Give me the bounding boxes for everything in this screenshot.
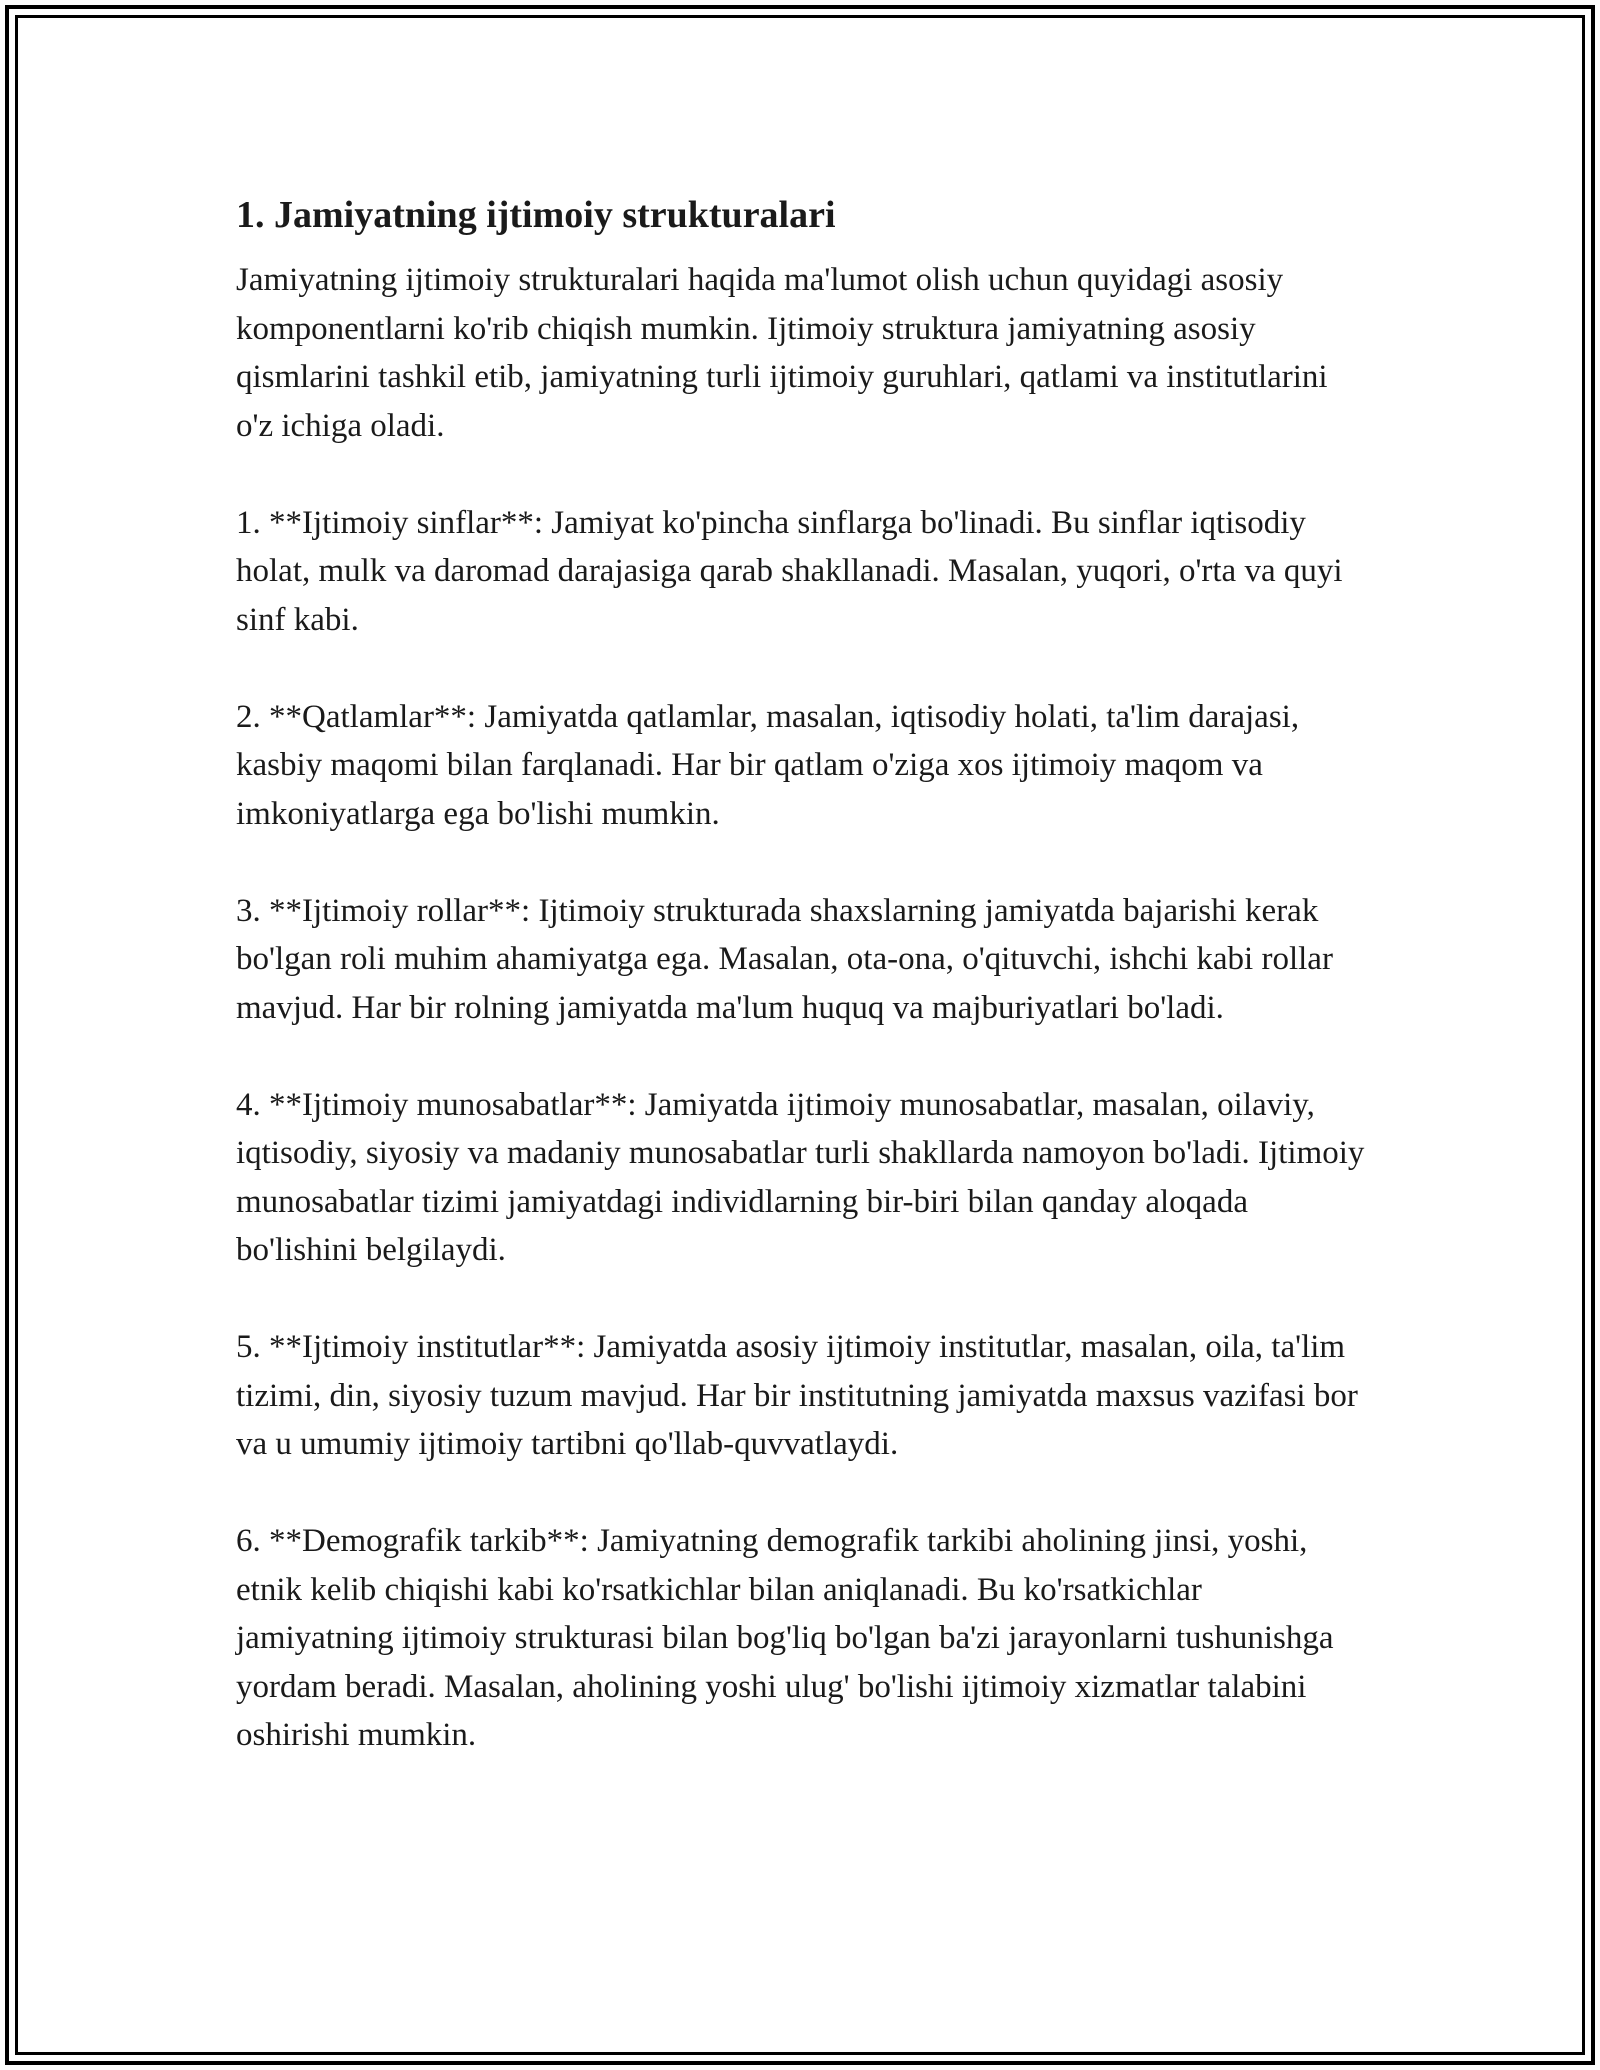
list-item-social-institutions: 5. **Ijtimoiy institutlar**: Jamiyatda asosiy ijtimoiy institutlar, masalan, oila, ta'lim tizimi, din, siyosiy tuzum mavjud. Har bir institutning jamiyatda maxsus vazifasi bor va u umumiy ijtimoiy tartibni qo'llab-quvvatlaydi. bbox=[236, 1329, 1358, 1462]
list-item-demographic-composition: 6. **Demografik tarkib**: Jamiyatning demografik tarkibi aholining jinsi, yoshi, etnik kelib chiqishi kabi ko'rsatkichlar bilan aniqlanadi. Bu ko'rsatkichlar jamiyatning ijtimoiy strukturasi bilan bog'liq bo'lgan ba'zi jarayonlarni tushunishga yordam beradi. Masalan, aholining yoshi ulug' bo'lishi ijtimoiy xizmatlar talabini oshirishi mumkin. bbox=[236, 1523, 1334, 1753]
intro-paragraph: Jamiyatning ijtimoiy strukturalari haqida ma'lumot olish uchun quyidagi asosiy komponentlarni ko'rib chiqish mumkin. Ijtimoiy struktura jamiyatning asosiy qismlarini tashkil etib, jamiyatning turli ijtimoiy guruhlari, qatlami va institutlarini o'z ichiga oladi. bbox=[236, 262, 1328, 444]
list-item-social-roles: 3. **Ijtimoiy rollar**: Ijtimoiy strukturada shaxslarning jamiyatda bajarishi kerak bo'lgan roli muhim ahamiyatga ega. Masalan, ota-ona, o'qituvchi, ishchi kabi rollar mavjud. Har bir rolning jamiyatda ma'lum huquq va majburiyatlari bo'ladi. bbox=[236, 892, 1333, 1026]
list-item-social-relations: 4. **Ijtimoiy munosabatlar**: Jamiyatda ijtimoiy munosabatlar, masalan, oilaviy, iqtisodiy, siyosiy va madaniy munosabatlar turli shakllarda namoyon bo'ladi. Ijtimoiy munosabatlar tizimi jamiyatdagi individlarning bir-biri bilan qanday aloqada bo'lishini belgilaydi. bbox=[236, 1086, 1365, 1268]
document-body bbox=[236, 190, 1366, 1760]
list-item-social-classes: 1. **Ijtimoiy sinflar**: Jamiyat ko'pincha sinflarga bo'linadi. Bu sinflar iqtisodiy holat, mulk va daromad darajasiga qarab shakllanadi. Masalan, yuqori, o'rta va quyi sinf kabi. bbox=[236, 504, 1343, 638]
document-title: 1. Jamiyatning ijtimoiy strukturalari bbox=[236, 194, 836, 236]
list-item-strata: 2. **Qatlamlar**: Jamiyatda qatlamlar, masalan, iqtisodiy holati, ta'lim darajasi, kasbiy maqomi bilan farqlanadi. Har bir qatlam o'ziga xos ijtimoiy maqom va imkoniyatlarga ega bo'lishi mumkin. bbox=[236, 698, 1300, 832]
